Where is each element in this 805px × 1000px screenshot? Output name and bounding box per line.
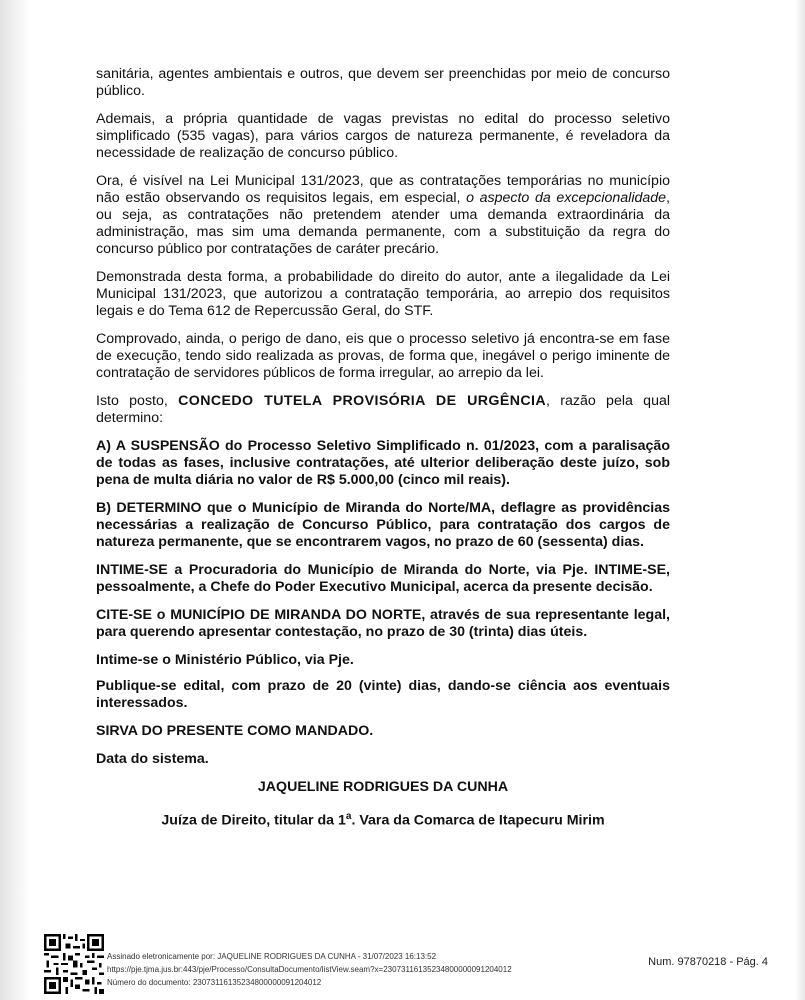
paragraph-4: Demonstrada desta forma, a probabilidade do direito do autor, ante a ilegalidade da Lei Municipal 131/2023, que autorizou a contratação temporária, ao arrepio dos requisitos legais e do Tema 612 de Repercussão Geral, do STF. xyxy=(96,269,670,319)
footer-signature-info xyxy=(107,950,512,989)
paragraph-mandado: SIRVA DO PRESENTE COMO MANDADO. xyxy=(96,723,374,739)
paragraph-cite-municipio: CITE-SE o MUNICÍPIO DE MIRANDA DO NORTE, através de sua representante legal, para querendo apresentar contestação, no prazo de 30 (trinta) dias úteis. xyxy=(96,607,670,640)
paragraph-6-bold: CONCEDO TUTELA PROVISÓRIA DE URGÊNCIA xyxy=(178,393,547,409)
paragraph-data-sistema: Data do sistema. xyxy=(96,751,209,767)
paragraph-3-text-a: Ora, é visível na Lei Municipal 131/2023, que as contratações temporárias no município não estão observando os requisitos legais, em especial, xyxy=(96,173,670,206)
document-body xyxy=(96,66,670,830)
paragraph-2: Ademais, a própria quantidade de vagas previstas no edital do processo seletivo simplificado (535 vagas), para vários cargos de natureza permanente, é reveladora da necessidade de realização de concurso público. xyxy=(96,111,670,161)
signature-title-sup: a xyxy=(345,811,352,822)
signature-title-a: Juíza de Direito, titular da 1 xyxy=(161,812,346,829)
paragraph-3 xyxy=(96,173,670,258)
paragraph-3-text-b: , ou seja, as contratações não pretendem atender uma demanda extraordinária da administração, mas sim uma demanda permanente, com a substituição da regra do concurso público por contratações de caráter precário. xyxy=(96,190,670,257)
paragraph-intime-mp: Intime-se o Ministério Público, via Pje. xyxy=(96,652,354,668)
page-edge-shadow-right xyxy=(795,0,805,1000)
paragraph-6 xyxy=(96,393,670,427)
paragraph-3-emphasis: o aspecto da excepcionalidade xyxy=(466,190,667,206)
paragraph-publique-edital: Publique-se edital, com prazo de 20 (vinte) dias, dando-se ciência aos eventuais interessados. xyxy=(96,678,670,711)
paragraph-6-text-a: Isto posto, xyxy=(96,393,179,409)
paragraph-suspensao: A) A SUSPENSÃO do Processo Seletivo Simplificado n. 01/2023, com a paralisação de todas as fases, inclusive contratações, até ulterior deliberação deste juízo, sob pena de multa diária no valor de R$ 5.000,00 (cinco mil reais). xyxy=(96,438,670,488)
footer-url-line: https://pje.tjma.jus.br:443/pje/Processo/ConsultaDocumento/listView.seam?x=23073116135234800000091204012 xyxy=(107,965,512,974)
paragraph-intime-procuradoria: INTIME-SE a Procuradoria do Município de Miranda do Norte, via Pje. INTIME-SE, pessoalmente, a Chefe do Poder Executivo Municipal, acerca da presente decisão. xyxy=(96,562,670,595)
paragraph-determino: B) DETERMINO que o Município de Miranda do Norte/MA, deflagre as providências necessárias a realização de Concurso Público, para contratação dos cargos de natureza permanente, que se encontrarem vagos, no prazo de 60 (sessenta) dias. xyxy=(96,500,670,550)
paragraph-5: Comprovado, ainda, o perigo de dano, eis que o processo seletivo já encontra-se em fase de execução, tendo sido realizada as provas, de forma que, inegável o perigo iminente de contratação de servidores públicos de forma irregular, ao arrepio da lei. xyxy=(96,331,670,381)
paragraph-1: sanitária, agentes ambientais e outros, que devem ser preenchidas por meio de concurso público. xyxy=(96,66,670,99)
document-footer xyxy=(44,934,774,990)
signature-title-b: . Vara da Comarca de Itapecuru Mirim xyxy=(351,812,605,829)
signature-name: JAQUELINE RODRIGUES DA CUNHA xyxy=(257,779,509,795)
footer-doc-number: Número do documento: 23073116135234800000091204012 xyxy=(107,978,322,987)
qr-code-icon xyxy=(44,934,104,994)
signature-title xyxy=(96,808,670,830)
page-edge-shadow-left xyxy=(0,0,30,1000)
page-number: Num. 97870218 - Pág. 4 xyxy=(648,956,768,968)
paragraph-6-text-b: , razão pela qual determino: xyxy=(96,393,670,426)
footer-signed-line: Assinado eletronicamente por: JAQUELINE RODRIGUES DA CUNHA - 31/07/2023 16:13:52 xyxy=(107,952,437,961)
